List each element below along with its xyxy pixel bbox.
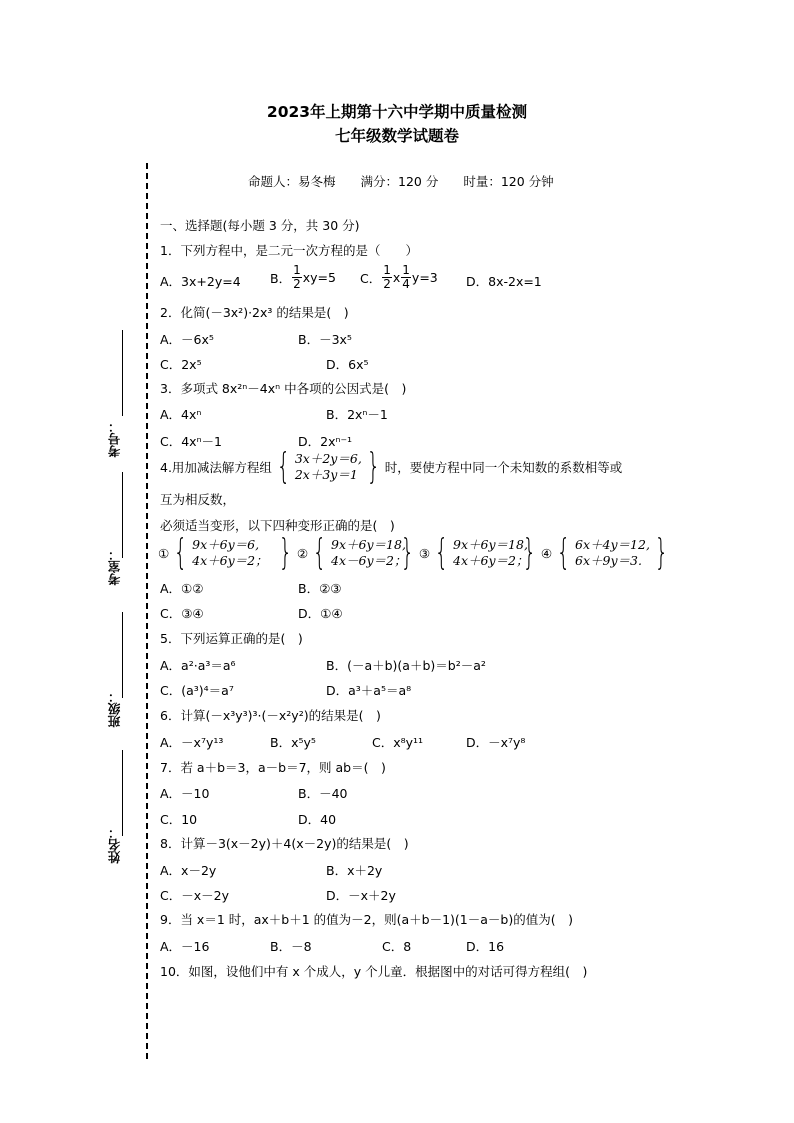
q4-option-a: A．①② xyxy=(160,581,204,596)
q1-option-d: D．8x-2x=1 xyxy=(466,274,542,289)
q3-option-b: B．2xⁿ－1 xyxy=(326,407,388,422)
q8-option-b: B．x＋2y xyxy=(326,863,383,878)
q4-stem-line3: 必须适当变形，以下四种变形正确的是( ) xyxy=(160,518,395,533)
q3-option-a: A．4xⁿ xyxy=(160,407,202,422)
q2-option-d: D．6x⁵ xyxy=(326,357,369,372)
section-heading: 一、选择题(每小题 3 分，共 30 分) xyxy=(160,218,360,233)
q2-option-c: C．2x⁵ xyxy=(160,357,202,372)
q4-transform-1: ① { 9x＋6y＝6, 4x＋6y＝2； xyxy=(158,532,268,573)
exam-meta: 命题人：易冬梅 满分：120 分 时量：120 分钟 xyxy=(248,174,554,189)
q4-transform-4: } ④ { 6x＋4y＝12, 6x＋9y＝3. } xyxy=(522,532,669,573)
q9-option-d: D．16 xyxy=(466,939,505,954)
banji-label: 班级： xyxy=(107,690,122,728)
kaohao-blank xyxy=(122,330,123,416)
q7-stem: 7．若 a＋b＝3，a－b＝7，则 ab＝( ) xyxy=(160,760,386,775)
exam-title: 2023年上期第十六中学期中质量检测 xyxy=(266,103,528,121)
banji-blank xyxy=(122,612,123,698)
q5-option-d: D．a³＋a⁵＝a⁸ xyxy=(326,683,412,698)
q1-option-b: B． $\frac{1}{2}$ xy=5 xyxy=(270,263,336,291)
q7-option-c: C．10 xyxy=(160,812,198,827)
q8-option-c: C．－x－2y xyxy=(160,888,229,903)
q4-transform-2: } ② { 9x＋6y＝18, 4x－6y＝2； xyxy=(278,532,407,573)
q9-stem: 9．当 x＝1 时，ax＋b＋1 的值为－2，则(a＋b－1)(1－a－b)的值为( ) xyxy=(160,912,573,927)
q6-option-c: C．x⁸y¹¹ xyxy=(372,735,424,750)
xingming-label: 姓名： xyxy=(107,826,122,864)
q6-option-d: D．－x⁷y⁸ xyxy=(466,735,526,750)
kaoshi-blank xyxy=(122,472,123,558)
q4-transform-3: } ③ { 9x＋6y＝18, 4x＋6y＝2； xyxy=(400,532,529,573)
q2-option-b: B．－3x⁵ xyxy=(298,332,352,347)
q4-stem-line2: 互为相反数， xyxy=(160,492,236,507)
exam-subtitle: 七年级数学试题卷 xyxy=(334,127,459,145)
q5-option-b: B．(－a＋b)(a＋b)＝b²－a² xyxy=(326,658,486,673)
q1-stem: 1．下列方程中，是二元一次方程的是（ ） xyxy=(160,243,418,258)
q5-option-a: A．a²·a³＝a⁶ xyxy=(160,658,236,673)
q9-option-b: B．－8 xyxy=(270,939,312,954)
kaoshi-label: 考室： xyxy=(107,548,122,586)
q7-option-a: A．－10 xyxy=(160,786,210,801)
q8-stem: 8．计算－3(x－2y)＋4(x－2y)的结果是( ) xyxy=(160,836,409,851)
q2-stem: 2．化简(－3x²)·2x³ 的结果是( ) xyxy=(160,305,349,320)
q9-option-c: C．8 xyxy=(382,939,412,954)
q7-option-b: B．－40 xyxy=(298,786,348,801)
q5-option-c: C．(a³)⁴＝a⁷ xyxy=(160,683,234,698)
q6-option-a: A．－x⁷y¹³ xyxy=(160,735,224,750)
q3-option-c: C．4xⁿ－1 xyxy=(160,434,223,449)
q8-option-d: D．－x＋2y xyxy=(326,888,396,903)
q6-stem: 6．计算(－x³y³)³·(－x²y²)的结果是( ) xyxy=(160,708,381,723)
q1-option-a: A．3x+2y=4 xyxy=(160,274,241,289)
q5-stem: 5．下列运算正确的是( ) xyxy=(160,631,303,646)
xingming-blank xyxy=(122,750,123,836)
q4-option-d: D．①④ xyxy=(298,606,343,621)
q3-stem: 3．多项式 8x²ⁿ－4xⁿ 中各项的公因式是( ) xyxy=(160,381,407,396)
q8-option-a: A．x－2y xyxy=(160,863,217,878)
kaohao-label: 考号： xyxy=(107,420,122,458)
q4-stem: 4.用加减法解方程组 { 3x＋2y＝6, 2x＋3y＝1 } 时，要使方程中同一个未知数的系数相等或 xyxy=(160,446,623,487)
q7-option-d: D．40 xyxy=(298,812,337,827)
q3-option-d: D．2xⁿ⁻¹ xyxy=(298,434,353,449)
q9-option-a: A．－16 xyxy=(160,939,210,954)
q10-stem: 10．如图，设他们中有 x 个成人，y 个儿童．根据图中的对话可得方程组( ) xyxy=(160,964,588,979)
q4-option-b: B．②③ xyxy=(298,581,342,596)
q6-option-b: B．x⁵y⁵ xyxy=(270,735,316,750)
binding-dashed-line xyxy=(146,163,148,1059)
q4-option-c: C．③④ xyxy=(160,606,204,621)
q1-option-c: C． $\frac{1}{2}$ x $\frac{1}{4}$ y=3 xyxy=(360,263,438,291)
q2-option-a: A．－6x⁵ xyxy=(160,332,214,347)
